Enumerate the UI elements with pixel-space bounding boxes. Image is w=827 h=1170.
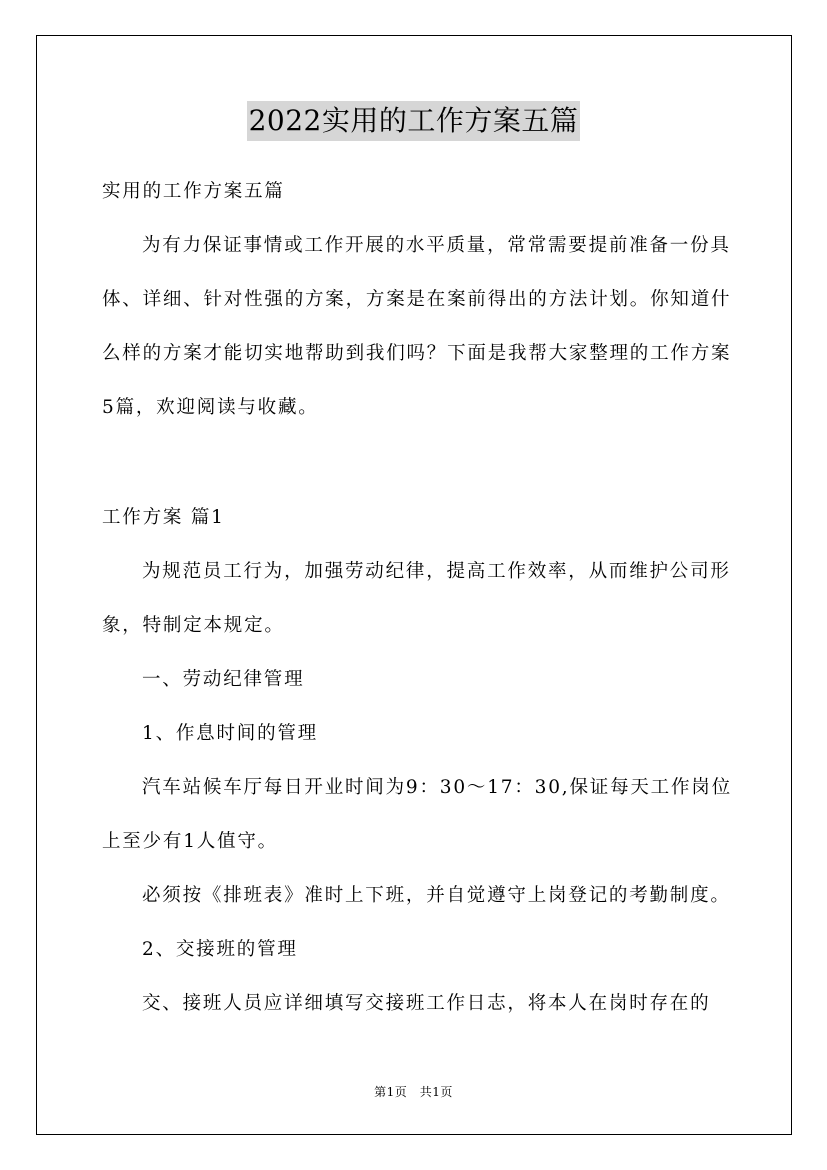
subheading-shift-handover: 2、交接班的管理: [142, 939, 298, 960]
document-subtitle: 实用的工作方案五篇: [102, 181, 285, 202]
subheading-work-hours: 1、作息时间的管理: [142, 723, 318, 744]
page-footer: 第1页 共1页: [374, 1085, 453, 1099]
body-paragraph: 为规范员工行为，加强劳动纪律，提高工作效率，从而维护公司形象，特制定本规定。: [102, 561, 731, 636]
subheading-labor-discipline: 一、劳动纪律管理: [142, 669, 305, 690]
body-paragraph: 必须按《排班表》准时上下班，并自觉遵守上岗登记的考勤制度。: [142, 885, 731, 906]
intro-paragraph: 为有力保证事情或工作开展的水平质量，常常需要提前准备一份具体、详细、针对性强的方案，方案是在案前得出的方法计划。你知道什么样的方案才能切实地帮助到我们吗？下面是我帮大家整理的工作方案5篇，欢迎阅读与收藏。: [102, 235, 732, 418]
document-title: 2022实用的工作方案五篇: [0, 100, 827, 141]
body-paragraph: 汽车站候车厅每日开业时间为9：30～17：30,保证每天工作岗位上至少有1人值守。: [102, 777, 732, 852]
section-heading: 工作方案 篇1: [102, 507, 225, 528]
body-paragraph: 交、接班人员应详细填写交接班工作日志，将本人在岗时存在的: [142, 993, 711, 1014]
